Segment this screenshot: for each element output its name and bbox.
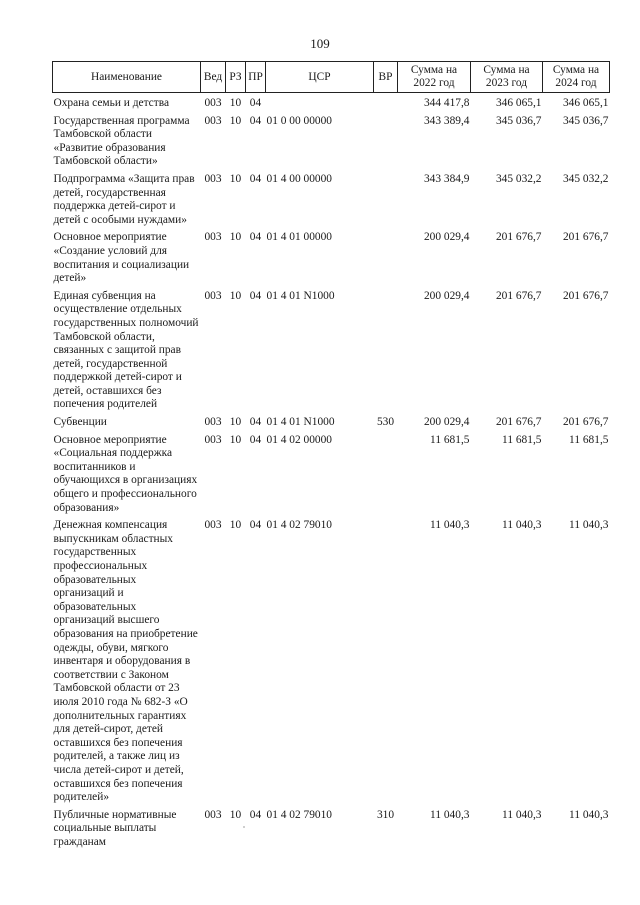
table-row: [53, 433, 610, 519]
row-sum-2023: 11 040,3: [502, 808, 542, 821]
row-rz: 10: [229, 808, 242, 821]
header-sum-2023: Сумма на 2023 год: [471, 62, 543, 93]
row-csr: 01 0 00 00000: [266, 114, 332, 127]
row-name: Денежная компенсация выпускникам областных государственных профессиональных образовательных организаций и образовательных организаций высшего образования на приобретение одежды, обуви, мягкого инвентаря и оборудования в соответствии с Законом Тамбовской области от 23 июля 2010 года № 682-З «О дополнительных гарантиях для детей-сирот, детей оставшихся без попечения родителей, а также лиц из числа детей-сирот и детей, оставшихся без попечения родителей»: [53, 519, 198, 804]
row-ved: 003: [204, 808, 222, 821]
header-rz: РЗ: [226, 62, 246, 93]
scan-dust-mark: [243, 826, 245, 828]
table-header-row: [53, 62, 610, 93]
row-name: Охрана семьи и детства: [53, 97, 169, 109]
table-row: [53, 808, 610, 853]
row-pr: 04: [249, 289, 262, 302]
row-sum-2023: 345 036,7: [495, 114, 542, 127]
row-name: Основное мероприятие «Социальная поддержка воспитанников и обучающихся в организациях общего и профессионального образования»: [53, 433, 198, 514]
row-pr: 04: [249, 231, 262, 244]
table-row: [53, 230, 610, 288]
row-sum-2024: 11 040,3: [569, 519, 609, 532]
row-name: Публичные нормативные социальные выплаты гражданам: [53, 808, 177, 848]
row-rz: 10: [229, 97, 242, 109]
row-pr: 04: [249, 433, 262, 446]
row-csr: [266, 93, 374, 114]
row-sum-2022: 11 681,5: [430, 433, 470, 446]
row-pr: 04: [249, 808, 262, 821]
row-pr: 04: [249, 114, 262, 127]
row-csr: 01 4 02 79010: [266, 808, 332, 821]
table-row: [53, 415, 610, 433]
row-sum-2023: 11 040,3: [502, 519, 542, 532]
row-name: Основное мероприятие «Создание условий для воспитания и социализации детей»: [53, 231, 190, 285]
table-row: [53, 114, 610, 172]
header-ved: Вед: [201, 62, 226, 93]
row-vr: 530: [376, 416, 395, 429]
row-rz: 10: [229, 289, 242, 302]
row-rz: 10: [229, 416, 242, 429]
row-vr: 310: [376, 808, 395, 821]
row-csr: 01 4 02 00000: [266, 433, 332, 446]
row-sum-2022: 343 389,4: [423, 114, 470, 127]
row-sum-2023: 345 032,2: [495, 172, 542, 185]
row-sum-2024: 201 676,7: [562, 416, 609, 429]
table-row: [53, 93, 610, 114]
row-sum-2024: 11 681,5: [569, 433, 609, 446]
row-ved: 003: [204, 231, 222, 244]
row-sum-2023: 11 681,5: [502, 433, 542, 446]
row-ved: 003: [204, 97, 222, 109]
row-ved: 003: [204, 433, 222, 446]
row-ved: 003: [204, 519, 222, 532]
row-vr: [374, 433, 398, 519]
row-name: Субвенции: [53, 416, 107, 429]
row-sum-2024: 346 065,1: [562, 97, 609, 109]
row-pr: 04: [249, 172, 262, 185]
row-pr: 04: [249, 97, 262, 109]
header-pr: ПР: [246, 62, 266, 93]
table-row: [53, 518, 610, 807]
row-name: Подпрограмма «Защита прав детей, государственная поддержка детей-сирот и детей с особыми нуждами»: [53, 172, 195, 226]
table-row: [53, 172, 610, 230]
row-vr: [374, 172, 398, 230]
row-sum-2022: 343 384,9: [423, 172, 470, 185]
row-sum-2022: 200 029,4: [423, 231, 470, 244]
row-vr: [374, 114, 398, 172]
header-name: Наименование: [53, 62, 201, 93]
row-rz: 10: [229, 114, 242, 127]
row-ved: 003: [204, 172, 222, 185]
row-csr: 01 4 01 N1000: [266, 416, 335, 429]
row-vr: [374, 230, 398, 288]
table-row: [53, 289, 610, 415]
row-sum-2023: 346 065,1: [495, 97, 542, 109]
row-rz: 10: [229, 519, 242, 532]
row-sum-2024: 345 036,7: [562, 114, 609, 127]
row-vr: [374, 93, 398, 114]
row-rz: 10: [229, 231, 242, 244]
row-rz: 10: [229, 433, 242, 446]
row-csr: 01 4 01 00000: [266, 231, 332, 244]
header-vr: ВР: [374, 62, 398, 93]
header-sum-2024: Сумма на 2024 год: [543, 62, 610, 93]
row-csr: 01 4 02 79010: [266, 519, 332, 532]
row-rz: 10: [229, 172, 242, 185]
row-name: Единая субвенция на осуществление отдельных государственных полномочий Тамбовской области, связанных с защитой прав детей, государственной поддержкой детей-сирот и детей, оставшихся без попечения родителей: [53, 289, 199, 411]
row-pr: 04: [249, 416, 262, 429]
header-csr: ЦСР: [266, 62, 374, 93]
row-csr: 01 4 01 N1000: [266, 289, 335, 302]
row-sum-2022: 200 029,4: [423, 289, 470, 302]
row-sum-2023: 201 676,7: [495, 289, 542, 302]
row-csr: 01 4 00 00000: [266, 172, 332, 185]
row-sum-2022: 11 040,3: [430, 808, 470, 821]
row-ved: 003: [204, 289, 222, 302]
row-sum-2022: 344 417,8: [423, 97, 470, 109]
budget-table: [52, 61, 610, 852]
row-sum-2023: 201 676,7: [495, 231, 542, 244]
row-sum-2024: 201 676,7: [562, 231, 609, 244]
row-sum-2024: 345 032,2: [562, 172, 609, 185]
row-sum-2023: 201 676,7: [495, 416, 542, 429]
row-vr: [374, 289, 398, 415]
row-ved: 003: [204, 114, 222, 127]
row-sum-2022: 11 040,3: [430, 519, 470, 532]
row-name: Государственная программа Тамбовской области «Развитие образования Тамбовской области»: [53, 114, 190, 168]
header-sum-2022: Сумма на 2022 год: [398, 62, 471, 93]
row-sum-2022: 200 029,4: [423, 416, 470, 429]
row-pr: 04: [249, 519, 262, 532]
page-number: 109: [310, 36, 330, 51]
row-vr: [374, 518, 398, 807]
row-sum-2024: 201 676,7: [562, 289, 609, 302]
row-sum-2024: 11 040,3: [569, 808, 609, 821]
row-ved: 003: [204, 416, 222, 429]
